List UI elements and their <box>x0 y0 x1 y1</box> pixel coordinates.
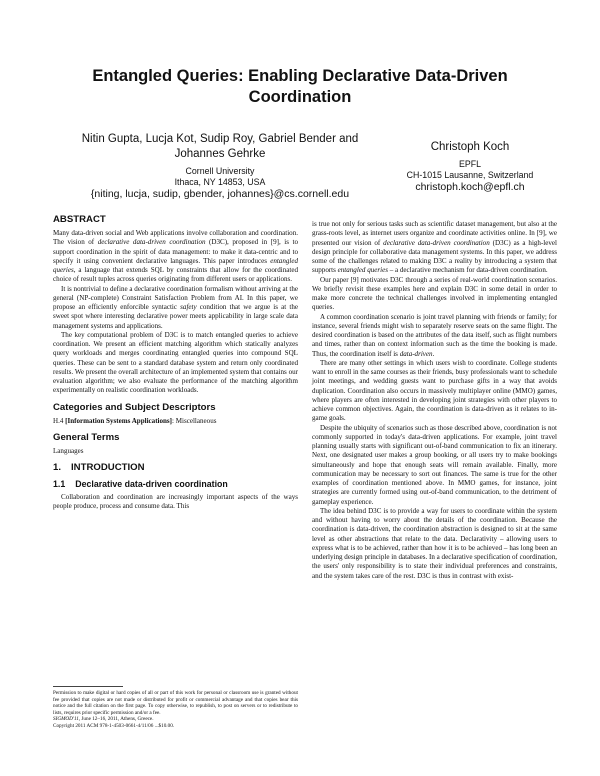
paper-title: Entangled Queries: Enabling Declarative Data-Driven Coordination <box>92 67 508 106</box>
abstract-paragraph: It is nontrivial to define a declarative coordination formalism without arriving at the general (NP-complete) Constraint Satisfaction Problem from AI. In this paper, we propose an efficiently enforcible syntactic safety condition that we argue is at the sweet spot where interesting declarative power meets applicability in large scale data management systems and applications. <box>53 284 298 330</box>
section-heading-introduction: 1. INTRODUCTION <box>53 462 145 473</box>
author-email: {niting, lucja, sudip, gbender, johannes}@cs.cornell.edu <box>90 188 350 200</box>
copyright-footnote <box>53 690 298 730</box>
author-email: christoph.koch@epfl.ch <box>415 181 525 193</box>
abstract-paragraph: The key computational problem of D3C is to match entangled queries to achieve coordination. We present an efficient matching algorithm which statically analyzes query workloads and merges coordinating entangled queries into compound SQL queries. These can be sent to a standard database system and return only coordinated results. We present the overall architecture of an implemented system that contains our evaluation algorithm; we also evaluate the performance of the matching algorithm experimentally on realistic coordination workloads. <box>53 330 298 395</box>
author-name: Christoph Koch <box>430 141 510 153</box>
general-terms-heading: General Terms <box>53 431 120 443</box>
permission-text: Permission to make digital or hard copies of all or part of this work for personal or classroom use is granted without fee provided that copies are not made or distributed for profit or commercial advantage and that copies bear this notice and the full citation on the first page. To copy otherwise, to republish, to post on servers or to redistribute to lists, requires prior specific permission and/or a fee. <box>53 690 298 716</box>
abstract-heading: ABSTRACT <box>53 214 106 225</box>
copyright-text: Copyright 2011 ACM 978-1-4503-0661-4/11/06 ...$10.00. <box>53 722 175 729</box>
venue-text: SIGMOD'11, June 12–16, 2011, Athens, Greece. <box>53 716 154 723</box>
author-address: Ithaca, NY 14853, USA <box>174 177 266 187</box>
author-affiliation: EPFL <box>458 159 481 169</box>
subsection-heading: 1.1 Declarative data-driven coordination <box>53 479 228 489</box>
abstract-paragraph: Many data-driven social and Web applications involve collaboration and coordination. The vision of declarative data-driven coordination (D3C), proposed in [9], is to support coordination in the spirit of data management: to make it data-centric and to specify it using convenient declarative languages. This paper introduces entangled queries, a language that extends SQL by constraints that allow for the coordinated choice of result tuples across queries originating from different users or applications. <box>53 229 298 284</box>
categories-text: H.4 [Information Systems Applications]: Miscellaneous <box>53 416 217 425</box>
author-names: Nitin Gupta, Lucja Kot, Sudip Roy, Gabriel Bender and Johannes Gehrke <box>81 133 359 160</box>
right-column <box>312 220 557 581</box>
body-paragraph: The idea behind D3C is to provide a way for users to coordinate within the system and without having to worry about the details of the coordination. Because the coordination is data-driven, the coordination abstraction is designed to sit at the same level as other abstractions that relate to the data. Declarativity – allowing users to express what is to be achieved, rather than how it is to be achieved – has long been an underlying design principle in databases. In a declarative specification of coordination, the users' only responsibility is to state their individual preferences and constraints, and the system takes care of the rest. D3C is thus in contrast with exist- <box>312 506 557 580</box>
author-block-epfl <box>390 140 550 193</box>
author-address: CH-1015 Lausanne, Switzerland <box>406 170 534 180</box>
categories-heading: Categories and Subject Descriptors <box>53 401 216 413</box>
author-affiliation: Cornell University <box>185 166 255 176</box>
author-block-cornell <box>70 132 370 200</box>
intro-paragraph: Collaboration and coordination are increasingly important aspects of the ways people produce, process and consume data. This <box>53 493 298 511</box>
body-paragraph: Despite the ubiquity of scenarios such as those described above, coordination is not commonly supported in today's data-driven applications. For example, joint travel planning usually starts with significant out-of-band communication to fix an itinerary. Next, one designated user makes a group booking, or all users try to make bookings simultaneously and hope that enough seats will remain available. Finally, more communication may be necessary to sort out finances. The same is true for the other examples of coordination mentioned above. In MMO games, for instance, joint strategies are currently formed using out-of-band communication, to the detriment of gameplay experience. <box>312 423 557 506</box>
general-terms-text: Languages <box>53 446 84 455</box>
footnote-rule <box>53 686 123 687</box>
body-paragraph: Our paper [9] motivates D3C through a series of real-world coordination scenarios. We briefly revisit these examples here and explain D3C in some detail in order to make more concrete the technical challenges involved in implementing entangled queries. <box>312 275 557 312</box>
body-paragraph: is true not only for serious tasks such as scientific dataset management, but also at the grass-roots level, as internet users organize and coordinate activities online. In [9], we presented our vision of declarative data-driven coordination (D3C) as a high-level design principle for collaborative data management systems. In this paper, we address some of the challenges related to making D3C a reality by introducing a system that supports entangled queries – a declarative mechanism for data-driven coordination. <box>312 220 557 275</box>
left-column <box>53 214 298 512</box>
body-paragraph: There are many other settings in which users wish to coordinate. College students want to enroll in the same courses as their friends, busy professionals want to schedule joint meetings, and wedding guests want to purchase gifts in a way that avoids duplication. Coordination also occurs in massively multiplayer online (MMO) games, where players are often interested in developing joint strategies with other players to achieve common objectives. Again, the coordination is data-driven as it relates to in-game goals. <box>312 358 557 423</box>
body-paragraph: A common coordination scenario is joint travel planning with friends or family; for instance, several friends might wish to separately reserve seats on the same flight. The desired coordination is based on the attributes of the data itself, such as flight numbers and times, rather than on context information such as the time the booking is made. Thus, the coordination itself is data-driven. <box>312 312 557 358</box>
